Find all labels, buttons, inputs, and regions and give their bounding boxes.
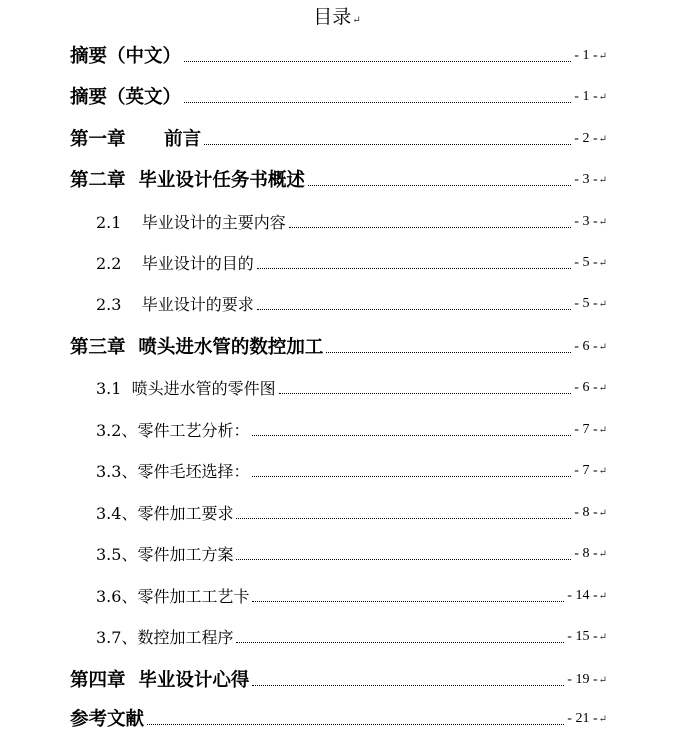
- toc-entry-3-3[interactable]: [96, 459, 607, 485]
- toc-page-number: - 1 -↵: [574, 89, 607, 104]
- toc-entry-2-1[interactable]: [96, 210, 607, 236]
- paragraph-mark-icon: ↵: [598, 383, 607, 394]
- paragraph-mark-icon: ↵: [598, 714, 607, 725]
- dot-leader: [308, 185, 571, 186]
- toc-entry-abstract-en[interactable]: [70, 85, 607, 111]
- toc-entry-text: 第四章 毕业设计心得: [70, 670, 250, 691]
- toc-entry-text: 第二章 毕业设计任务书概述: [70, 170, 305, 191]
- toc-page-number: - 1 -↵: [574, 48, 607, 63]
- paragraph-mark-icon: ↵: [598, 51, 607, 62]
- dot-leader: [289, 227, 571, 228]
- toc-entry-abstract-cn[interactable]: [70, 44, 607, 70]
- dot-leader: [257, 309, 571, 310]
- paragraph-mark-icon: ↵: [598, 632, 607, 643]
- toc-page-number: - 19 -↵: [567, 672, 607, 687]
- dot-leader: [236, 642, 564, 643]
- dot-leader: [252, 476, 571, 477]
- toc-entry-3-1[interactable]: [96, 376, 607, 402]
- paragraph-mark-icon: ↵: [598, 92, 607, 103]
- toc-page-number: - 2 -↵: [574, 131, 607, 146]
- paragraph-mark-icon: ↵: [352, 15, 361, 26]
- paragraph-mark-icon: ↵: [598, 591, 607, 602]
- toc-entry-text: 2.3 毕业设计的要求: [96, 295, 254, 314]
- toc-entry-text: 3.3、零件毛坯选择：: [96, 462, 250, 481]
- toc-entry-3-5[interactable]: [96, 542, 607, 568]
- paragraph-mark-icon: ↵: [598, 258, 607, 269]
- dot-leader: [257, 268, 571, 269]
- toc-page-number: - 6 -↵: [574, 339, 607, 354]
- toc-page-number: - 6 -↵: [574, 380, 607, 395]
- toc-entry-text: 摘要（英文）: [70, 87, 182, 108]
- toc-entry-text: 2.2 毕业设计的目的: [96, 254, 254, 273]
- toc-page-number: - 5 -↵: [574, 296, 607, 311]
- toc-entry-3-2[interactable]: [96, 418, 607, 444]
- toc-entry-text: 3.1 喷头进水管的零件图: [96, 379, 276, 398]
- toc-page-number: - 3 -↵: [574, 214, 607, 229]
- toc-entry-chapter-2[interactable]: [70, 168, 607, 194]
- dot-leader: [252, 685, 564, 686]
- toc-entry-2-3[interactable]: [96, 292, 607, 318]
- toc-page-number: - 7 -↵: [574, 422, 607, 437]
- toc-entry-text: 第三章 喷头进水管的数控加工: [70, 337, 324, 358]
- toc-entry-references[interactable]: [70, 707, 607, 733]
- dot-leader: [236, 559, 571, 560]
- toc-page-number: - 15 -↵: [567, 629, 607, 644]
- toc-title-text: 目录: [313, 6, 352, 28]
- toc-entry-text: 2.1 毕业设计的主要内容: [96, 213, 286, 232]
- toc-entry-text: 参考文献: [70, 709, 145, 730]
- dot-leader: [252, 601, 564, 602]
- toc-page-number: - 14 -↵: [567, 588, 607, 603]
- toc-entry-text: 3.7、数控加工程序: [96, 628, 234, 647]
- dot-leader: [204, 144, 571, 145]
- dot-leader: [147, 724, 564, 725]
- paragraph-mark-icon: ↵: [598, 134, 607, 145]
- toc-entry-chapter-1[interactable]: [70, 127, 607, 153]
- toc-entry-text: 3.5、零件加工方案: [96, 545, 234, 564]
- toc-page-number: - 8 -↵: [574, 505, 607, 520]
- paragraph-mark-icon: ↵: [598, 342, 607, 353]
- toc-entry-chapter-3[interactable]: [70, 335, 607, 361]
- toc-title: [0, 4, 674, 34]
- paragraph-mark-icon: ↵: [598, 175, 607, 186]
- toc-entry-chapter-4[interactable]: [70, 668, 607, 694]
- toc-entry-text: 3.2、零件工艺分析：: [96, 421, 250, 440]
- dot-leader: [279, 393, 572, 394]
- toc-page-number: - 5 -↵: [574, 255, 607, 270]
- paragraph-mark-icon: ↵: [598, 299, 607, 310]
- toc-entry-3-6[interactable]: [96, 584, 607, 610]
- toc-entry-3-4[interactable]: [96, 501, 607, 527]
- toc-page-number: - 8 -↵: [574, 546, 607, 561]
- toc-entry-text: 第一章 前言: [70, 129, 202, 150]
- dot-leader: [326, 352, 571, 353]
- paragraph-mark-icon: ↵: [598, 549, 607, 560]
- toc-page-number: - 7 -↵: [574, 463, 607, 478]
- dot-leader: [252, 435, 571, 436]
- paragraph-mark-icon: ↵: [598, 425, 607, 436]
- paragraph-mark-icon: ↵: [598, 675, 607, 686]
- toc-entry-2-2[interactable]: [96, 251, 607, 277]
- toc-entry-text: 3.4、零件加工要求: [96, 504, 234, 523]
- dot-leader: [184, 102, 571, 103]
- dot-leader: [236, 518, 571, 519]
- toc-page-number: - 3 -↵: [574, 172, 607, 187]
- toc-entry-text: 3.6、零件加工工艺卡: [96, 587, 250, 606]
- paragraph-mark-icon: ↵: [598, 466, 607, 477]
- dot-leader: [184, 61, 571, 62]
- toc-page-number: - 21 -↵: [567, 711, 607, 726]
- toc-entry-text: 摘要（中文）: [70, 46, 182, 67]
- toc-entry-3-7[interactable]: [96, 625, 607, 651]
- paragraph-mark-icon: ↵: [598, 508, 607, 519]
- paragraph-mark-icon: ↵: [598, 217, 607, 228]
